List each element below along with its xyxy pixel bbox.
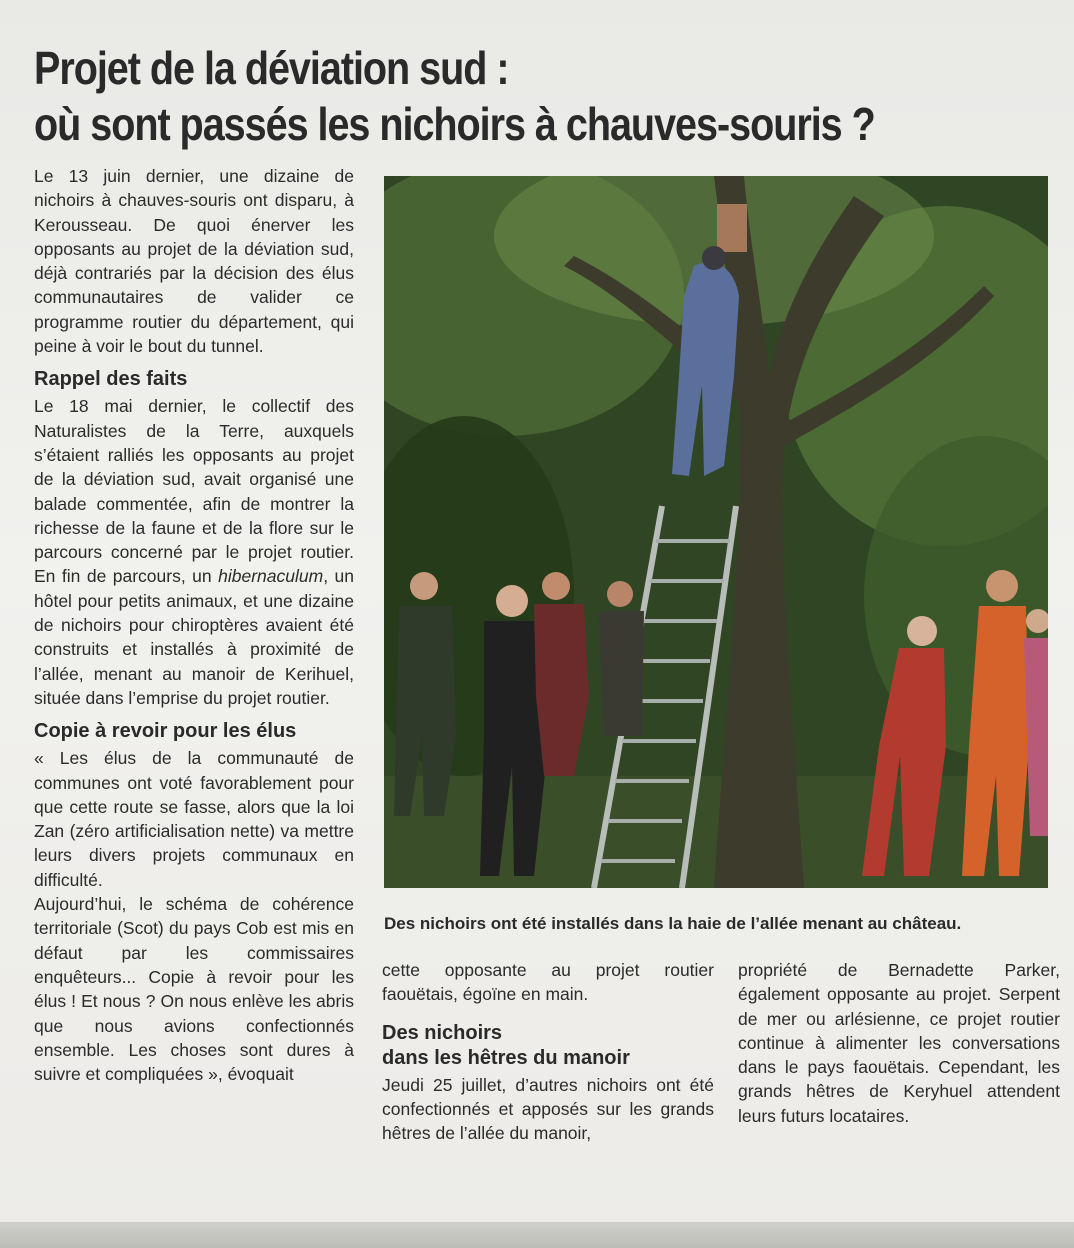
- text-column-3: [738, 958, 1060, 1128]
- article-headline: [34, 40, 903, 152]
- quote-paragraph-2: Aujourd’hui, le schéma de cohérence territoriale (Scot) du pays Cob est mis en défaut par les commissaires enquêteurs... Copie à revoir pour les élus ! Et nous ? On nous enlève les abris que nous avions confectionnés ensemble. Les choses sont dures à suivre et compliquées », évoquait: [34, 894, 354, 1085]
- subheading-copie-a-revoir: Copie à revoir pour les élus: [34, 720, 297, 743]
- intro-paragraph: Le 13 juin dernier, une dizaine de nichoirs à chauves-souris ont disparu, à Kerousseau. De quoi énerver les opposants au projet de la déviation sud, déjà contrariés par la décision des élus communautaires de valider ce programme routier du département, qui peine à voir le bout du tunnel.: [34, 166, 354, 357]
- photo-illustration: [384, 176, 1048, 888]
- rappel-text-italic: hibernaculum: [218, 566, 324, 587]
- page-fold: [0, 1222, 1074, 1248]
- rappel-text-b: , un hôtel pour petits animaux, et une dizaine de nichoirs pour chiroptères avaient été construits et installés à proximité de l’allée, menant au manoir de Kerihuel, située dans l’emprise du projet routier.: [34, 566, 354, 708]
- subheading-line-1: Des nichoirs: [382, 1021, 503, 1044]
- closing-paragraph: propriété de Bernadette Parker, également opposante au projet. Serpent de mer ou arlésienne, ce projet routier continue à alimenter les conversations dans le pays faouëtais. Cependant, les grands hêtres de Keryhuel attendent leurs futurs locataires.: [738, 960, 1060, 1126]
- quote-paragraph: « Les élus de la communauté de communes ont voté favorablement pour que cette route se fasse, alors que la loi Zan (zéro artificialisation nette) va mettre leurs divers projets communaux en difficulté.: [34, 748, 354, 890]
- headline-line-2: où sont passés les nichoirs à chauves-souris ?: [34, 98, 875, 150]
- article-photo: [384, 176, 1048, 888]
- subheading-line-2: dans les hêtres du manoir: [382, 1046, 630, 1069]
- headline-line-1: Projet de la déviation sud :: [34, 42, 509, 94]
- continuation-paragraph: cette opposante au projet routier faouëtais, égoïne en main.: [382, 960, 714, 1005]
- nichoirs-paragraph: Jeudi 25 juillet, d’autres nichoirs ont été confectionnés et apposés sur les grands hêtres de l’allée du manoir,: [382, 1074, 714, 1144]
- subheading-rappel-des-faits: Rappel des faits: [34, 368, 188, 391]
- subheading-des-nichoirs: [382, 1021, 714, 1071]
- rappel-text-a: Le 18 mai dernier, le collectif des Naturalistes de la Terre, auxquels s’étaient ralliés les opposants au projet de la déviation sud, avait organisé une balade commentée, afin de montrer la richesse de la faune et de la flore sur le parcours concerné par le projet routier. En fin de parcours, un: [34, 396, 354, 587]
- rappel-paragraph: [34, 394, 354, 710]
- text-column-1: [34, 164, 354, 1086]
- text-column-2: [382, 958, 714, 1145]
- photo-caption: Des nichoirs ont été installés dans la haie de l’allée menant au château.: [384, 914, 962, 933]
